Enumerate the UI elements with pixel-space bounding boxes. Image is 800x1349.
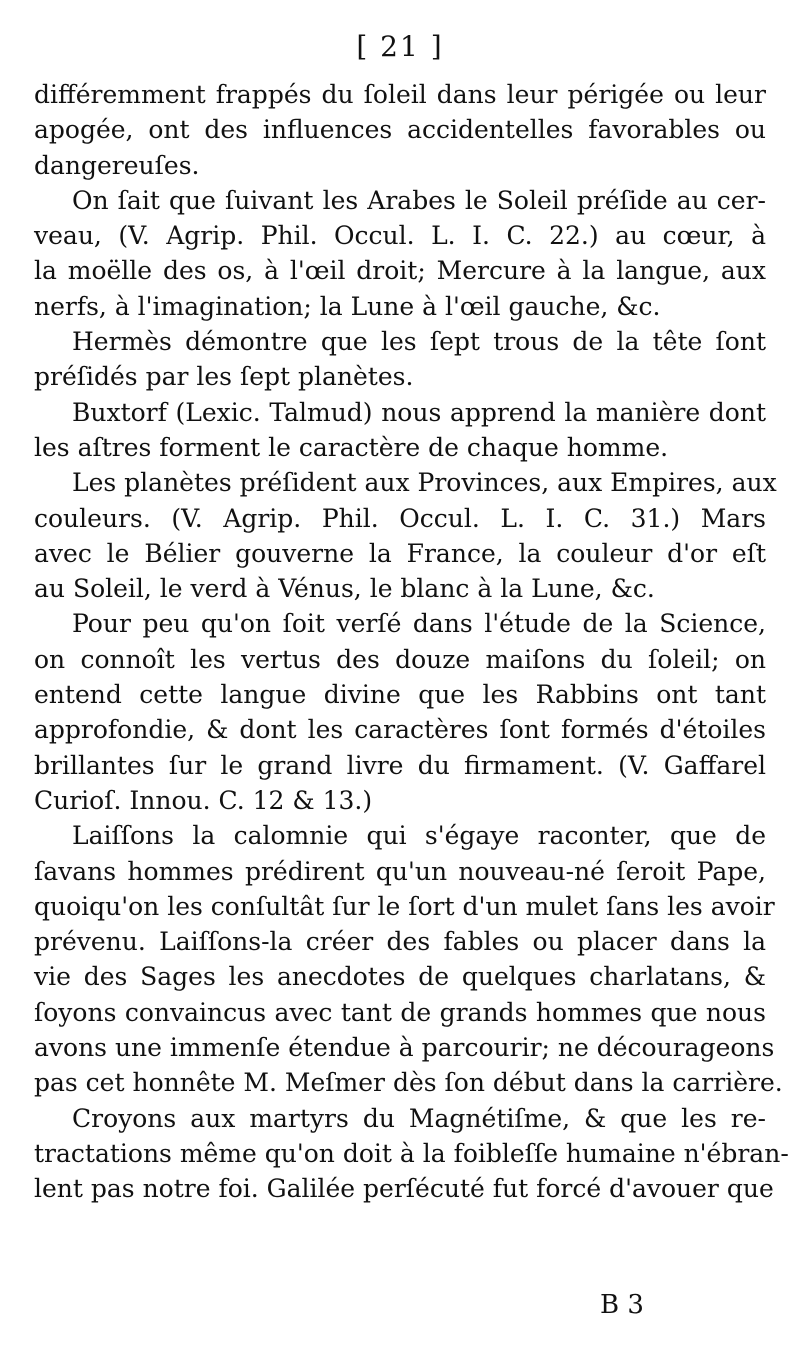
text-line: apogée, ont des influences accidentelles favorables ou: [34, 115, 766, 145]
text-line: Curioſ. Innou. C. 12 & 13.): [34, 785, 373, 815]
text-line: on connoît les vertus des douze maiſons du ſoleil; on: [34, 644, 766, 674]
text-line: prévenu. Laiſſons-la créer des fables ou placer dans la: [34, 927, 766, 957]
text-line: lent pas notre foi. Galilée perſécuté fut forcé d'avouer que: [34, 1174, 774, 1204]
text-line: ſoyons convaincus avec tant de grands hommes que nous: [34, 997, 766, 1027]
text-line: au Soleil, le verd à Vénus, le blanc à la Lune, &c.: [34, 574, 655, 604]
text-line: dangereuſes.: [34, 150, 200, 180]
text-line: entend cette langue divine que les Rabbins ont tant: [34, 680, 766, 710]
text-line: nerfs, à l'imagination; la Lune à l'œil gauche, &c.: [34, 291, 661, 321]
text-line: Hermès démontre que les ſept trous de la tête ſont: [72, 327, 766, 357]
text-line: pas cet honnête M. Meſmer dès ſon début dans la carrière.: [34, 1068, 783, 1098]
text-line: veau, (V. Agrip. Phil. Occul. L. I. C. 22.) au cœur, à: [34, 221, 766, 251]
text-line: Laiſſons la calomnie qui s'égaye raconter, que de: [72, 821, 766, 851]
text-line: les aſtres forment le caractère de chaque homme.: [34, 432, 669, 462]
text-line: brillantes ſur le grand livre du firmament. (V. Gaffarel: [34, 750, 766, 780]
text-line: préſidés par les ſept planètes.: [34, 362, 414, 392]
text-line: avons une immenſe étendue à parcourir; ne décourageons: [34, 1033, 775, 1063]
text-line: Pour peu qu'on ſoit verſé dans l'étude de la Science,: [72, 609, 766, 639]
text-line: vie des Sages les anecdotes de quelques charlatans, &: [34, 962, 766, 992]
text-line: Les planètes préſident aux Provinces, aux Empires, aux: [72, 468, 777, 498]
text-line: avec le Bélier gouverne la France, la couleur d'or eſt: [34, 538, 766, 568]
text-line: couleurs. (V. Agrip. Phil. Occul. L. I. C. 31.) Mars: [34, 503, 766, 533]
text-line: Buxtorf (Lexic. Talmud) nous apprend la manière dont: [72, 397, 766, 427]
text-line: ſavans hommes prédirent qu'un nouveau-né ſeroit Pape,: [34, 856, 766, 886]
page-number-header: [ 21 ]: [356, 30, 444, 63]
text-line: Croyons aux martyrs du Magnétiſme, & que les re-: [72, 1103, 766, 1133]
text-line: tractations même qu'on doit à la foibleſſe humaine n'ébran-: [34, 1138, 789, 1168]
text-line: On ſait que ſuivant les Arabes le Soleil préſide au cer-: [72, 185, 766, 215]
text-line: la moëlle des os, à l'œil droit; Mercure à la langue, aux: [34, 256, 766, 286]
text-line: différemment frappés du ſoleil dans leur périgée ou leur: [34, 80, 766, 109]
text-line: quoiqu'on les conſultât ſur le ſort d'un mulet ſans les avoir: [34, 891, 775, 921]
body-text: [34, 77, 789, 1207]
signature-mark: B 3: [600, 1290, 644, 1320]
text-line: approfondie, & dont les caractères ſont formés d'étoiles: [34, 715, 766, 745]
